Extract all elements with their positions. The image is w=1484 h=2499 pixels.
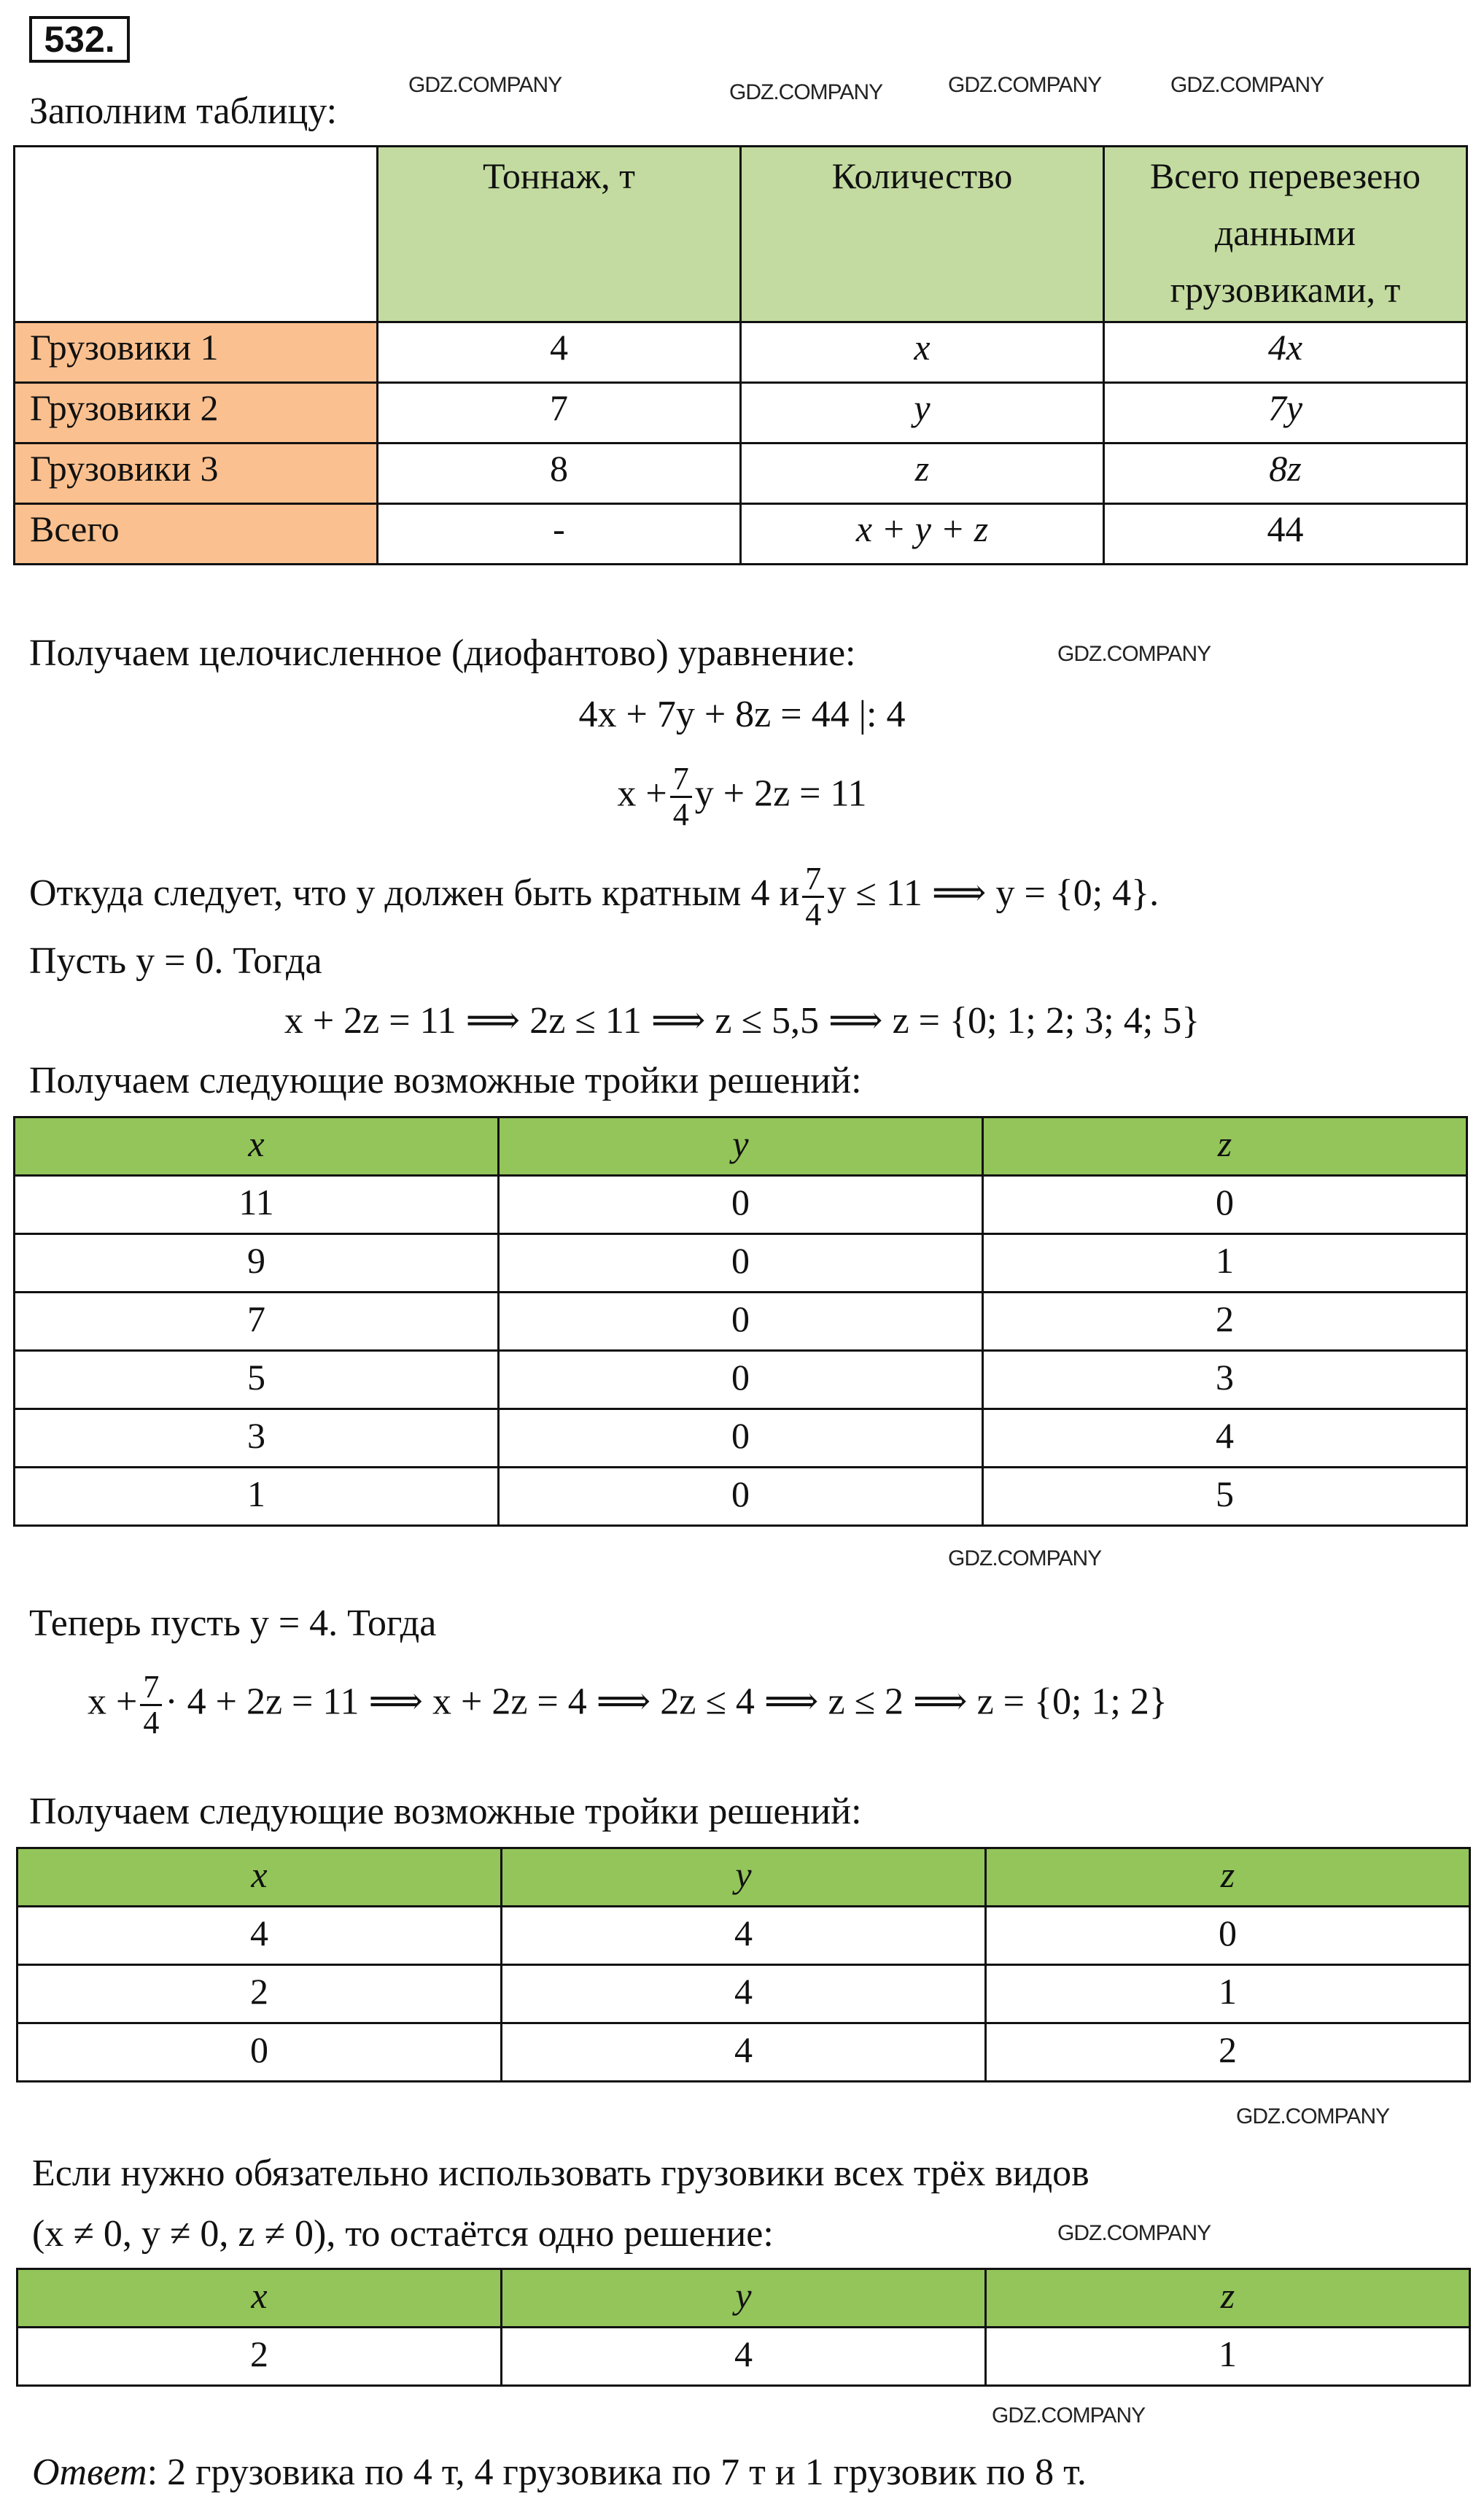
table-row (15, 504, 1467, 565)
table-cell: 0 (499, 1234, 983, 1293)
answer-label: Ответ (32, 2452, 147, 2493)
table-cell: 8z (1104, 443, 1467, 504)
problem-number: 532. (29, 16, 130, 63)
watermark: GDZ.COMPANY (1057, 2221, 1211, 2245)
table-cell: 3 (15, 1409, 499, 1468)
text-one-solution: (x ≠ 0, y ≠ 0, z ≠ 0), то остаётся одно решение: (32, 2213, 774, 2255)
text-triples-2: Получаем следующие возможные тройки решений: (29, 1791, 862, 1832)
header-cell: Тоннаж, т (378, 147, 741, 322)
table-row (15, 443, 1467, 504)
table-row (15, 1293, 1467, 1351)
table-cell: 3 (983, 1351, 1467, 1409)
header-cell (15, 147, 378, 322)
watermark: GDZ.COMPANY (948, 1546, 1102, 1570)
text-part: Откуда следует, что y должен быть кратным 4 и (29, 872, 800, 914)
table-cell: 2 (18, 1965, 502, 2023)
header-cell: y (502, 2269, 986, 2328)
table-cell: z (741, 443, 1104, 504)
header-cell: z (983, 1117, 1467, 1176)
table-cell: 0 (986, 1907, 1470, 1965)
table-row (15, 1351, 1467, 1409)
table-cell: 8 (378, 443, 741, 504)
row-label: Всего (15, 504, 378, 565)
table-header-row (15, 147, 1467, 322)
table-cell: 7 (378, 383, 741, 443)
numerator: 7 (670, 762, 692, 798)
table-row (15, 1409, 1467, 1468)
table-cell: 0 (499, 1409, 983, 1468)
eq-part: x + (88, 1681, 138, 1723)
denominator: 4 (143, 1705, 160, 1740)
table-row (18, 2328, 1470, 2386)
text-triples-1: Получаем следующие возможные тройки решений: (29, 1060, 862, 1101)
answer-text: : 2 грузовика по 4 т, 4 грузовика по 7 т и 1 грузовик по 8 т. (147, 2452, 1087, 2493)
table-cell: 2 (983, 1293, 1467, 1351)
table-cell: 4 (502, 1907, 986, 1965)
table-cell: y (741, 383, 1104, 443)
table-cell: 7 (15, 1293, 499, 1351)
table-cell: 1 (986, 1965, 1470, 2023)
tonnage-table (13, 145, 1468, 565)
row-label: Грузовики 1 (15, 322, 378, 383)
final-solution-table (16, 2268, 1471, 2387)
text-part: y ≤ 11 ⟹ y = {0; 4}. (827, 872, 1159, 914)
watermark: GDZ.COMPANY (1170, 73, 1324, 97)
table-row (15, 383, 1467, 443)
equation-3: x + 2z = 11 ⟹ 2z ≤ 11 ⟹ z ≤ 5,5 ⟹ z = {0; 1; 2; 3; 4; 5} (284, 1000, 1200, 1042)
solutions-table-y0 (13, 1116, 1468, 1527)
table-row (15, 1234, 1467, 1293)
table-cell: x + y + z (741, 504, 1104, 565)
fraction (140, 1670, 162, 1740)
table-cell: 1 (986, 2328, 1470, 2386)
numerator: 7 (140, 1670, 162, 1706)
table-cell: 0 (499, 1176, 983, 1234)
watermark: GDZ.COMPANY (408, 73, 562, 97)
table-cell: 0 (499, 1468, 983, 1526)
table-cell: 4 (378, 322, 741, 383)
solutions-table-y4 (16, 1847, 1471, 2082)
watermark: GDZ.COMPANY (1236, 2104, 1390, 2128)
header-cell: z (986, 1848, 1470, 1907)
intro-text: Заполним таблицу: (29, 90, 338, 132)
answer (32, 2451, 1087, 2495)
table-cell: 0 (499, 1351, 983, 1409)
table-cell: 9 (15, 1234, 499, 1293)
text-follows (29, 853, 1159, 934)
table-header-row (18, 2269, 1470, 2328)
text-let-y4: Теперь пусть y = 4. Тогда (29, 1603, 437, 1644)
table-cell: 5 (15, 1351, 499, 1409)
table-cell: - (378, 504, 741, 565)
table-header-row (18, 1848, 1470, 1907)
table-cell: 4x (1104, 322, 1467, 383)
denominator: 4 (672, 797, 689, 832)
eq-part: x + (617, 772, 667, 815)
table-row (15, 1176, 1467, 1234)
header-cell: y (499, 1117, 983, 1176)
table-cell: 4 (502, 1965, 986, 2023)
table-cell: 5 (983, 1468, 1467, 1526)
table-row (15, 1468, 1467, 1526)
text-diophantine: Получаем целочисленное (диофантово) уравнение: (29, 632, 856, 674)
header-cell: Всего перевезено данными грузовиками, т (1104, 147, 1467, 322)
table-cell: 4 (502, 2328, 986, 2386)
table-cell: 1 (15, 1468, 499, 1526)
watermark: GDZ.COMPANY (992, 2403, 1146, 2428)
table-cell: 2 (986, 2023, 1470, 2082)
table-cell: 7y (1104, 383, 1467, 443)
table-cell: 11 (15, 1176, 499, 1234)
table-cell: 4 (983, 1409, 1467, 1468)
watermark: GDZ.COMPANY (729, 80, 883, 104)
numerator: 7 (802, 862, 824, 898)
text-let-y0: Пусть y = 0. Тогда (29, 940, 322, 982)
table-header-row (15, 1117, 1467, 1176)
equation-2 (0, 762, 1484, 832)
table-row (15, 322, 1467, 383)
table-row (18, 1907, 1470, 1965)
table-cell: x (741, 322, 1104, 383)
header-cell: x (18, 1848, 502, 1907)
table-cell: 0 (499, 1293, 983, 1351)
watermark: GDZ.COMPANY (1057, 642, 1211, 666)
header-cell: Количество (741, 147, 1104, 322)
table-row (18, 2023, 1470, 2082)
header-cell: x (18, 2269, 502, 2328)
eq-part: · 4 + 2z = 11 ⟹ x + 2z = 4 ⟹ 2z ≤ 4 ⟹ z ≤ 2 ⟹ z = {0; 1; 2} (165, 1681, 1168, 1723)
eq-part: y + 2z = 11 (694, 772, 867, 815)
equation-4 (88, 1670, 1168, 1740)
table-cell: 2 (18, 2328, 502, 2386)
row-label: Грузовики 3 (15, 443, 378, 504)
table-cell: 4 (18, 1907, 502, 1965)
table-cell: 44 (1104, 504, 1467, 565)
table-cell: 4 (502, 2023, 986, 2082)
table-cell: 1 (983, 1234, 1467, 1293)
header-cell: z (986, 2269, 1470, 2328)
row-label: Грузовики 2 (15, 383, 378, 443)
text-all-types: Если нужно обязательно использовать грузовики всех трёх видов (32, 2153, 1089, 2194)
table-cell: 0 (18, 2023, 502, 2082)
table-cell: 0 (983, 1176, 1467, 1234)
watermark: GDZ.COMPANY (948, 73, 1102, 97)
fraction (802, 862, 824, 931)
header-cell: y (502, 1848, 986, 1907)
fraction (670, 762, 692, 832)
table-row (18, 1965, 1470, 2023)
header-cell: x (15, 1117, 499, 1176)
equation-1: 4x + 7y + 8z = 44 |: 4 (578, 694, 906, 735)
denominator: 4 (805, 896, 822, 932)
